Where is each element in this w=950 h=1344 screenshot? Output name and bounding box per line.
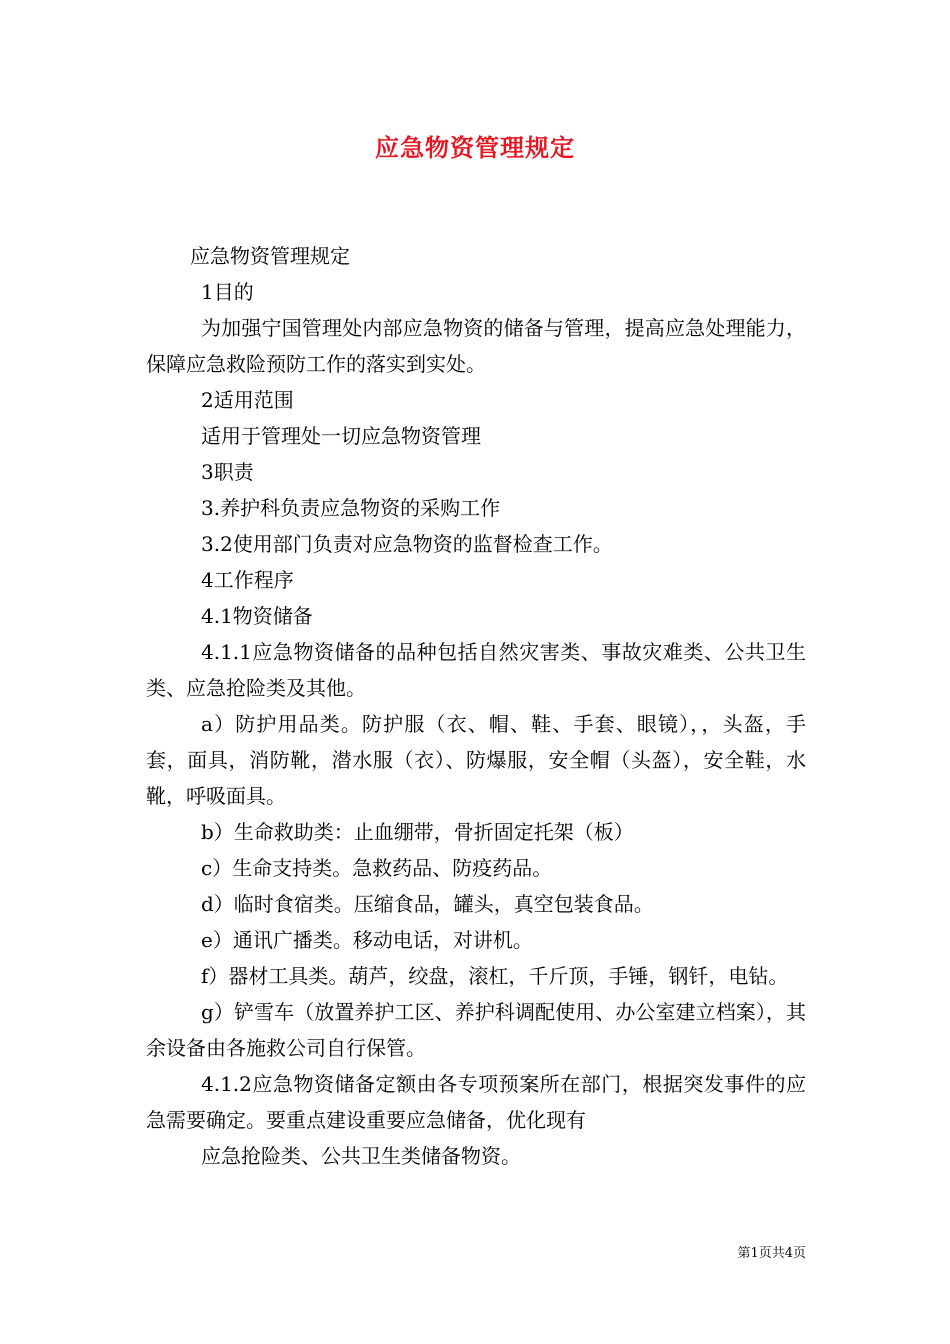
paragraph-scope: 适用于管理处一切应急物资管理: [201, 424, 481, 448]
paragraph-section-4: 4工作程序: [201, 568, 294, 592]
paragraph-duty-2: 3.2使用部门负责对应急物资的监督检查工作。: [201, 532, 613, 556]
paragraph-item-c: c）生命支持类。急救药品、防疫药品。: [201, 856, 553, 880]
paragraph-heading: 应急物资管理规定: [190, 244, 350, 268]
paragraph-purpose: 为加强宁国管理处内部应急物资的储备与管理，提高应急处理能力，保障应急救险预防工作的落实到实处。: [146, 316, 806, 376]
paragraph-4-1-1: 4.1.1应急物资储备的品种包括自然灾害类、事故灾难类、公共卫生类、应急抢险类及其他。: [146, 640, 806, 700]
paragraph-item-g: g）铲雪车（放置养护工区、养护科调配使用、办公室建立档案），其余设备由各施救公司自行保管。: [146, 1000, 806, 1060]
document-body: [146, 238, 806, 1174]
paragraph-item-e: e）通讯广播类。移动电话，对讲机。: [201, 928, 533, 952]
paragraph-continuation: 应急抢险类、公共卫生类储备物资。: [201, 1144, 521, 1168]
paragraph-section-1: 1目的: [201, 280, 254, 304]
paragraph-section-2: 2适用范围: [201, 388, 294, 412]
paragraph-section-3: 3职责: [201, 460, 254, 484]
paragraph-duty-1: 3.养护科负责应急物资的采购工作: [201, 496, 501, 520]
paragraph-4-1-2: 4.1.2应急物资储备定额由各专项预案所在部门，根据突发事件的应急需要确定。要重点建设重要应急储备，优化现有: [146, 1072, 806, 1132]
page-title: 应急物资管理规定: [375, 133, 575, 162]
paragraph-item-d: d）临时食宿类。压缩食品，罐头，真空包装食品。: [201, 892, 654, 916]
paragraph-section-4-1: 4.1物资储备: [201, 604, 313, 628]
paragraph-item-a: a）防护用品类。防护服（衣、帽、鞋、手套、眼镜），，头盔，手套，面具，消防靴，潜水服（衣）、防爆服，安全帽（头盔），安全鞋，水靴，呼吸面具。: [146, 712, 806, 808]
page-number-footer: 第1页共4页: [737, 1246, 806, 1261]
paragraph-item-b: b）生命救助类：止血绷带，骨折固定托架（板）: [201, 820, 634, 844]
paragraph-item-f: f）器材工具类。葫芦，绞盘，滚杠，千斤顶，手锤，钢钎，电钻。: [201, 964, 789, 988]
